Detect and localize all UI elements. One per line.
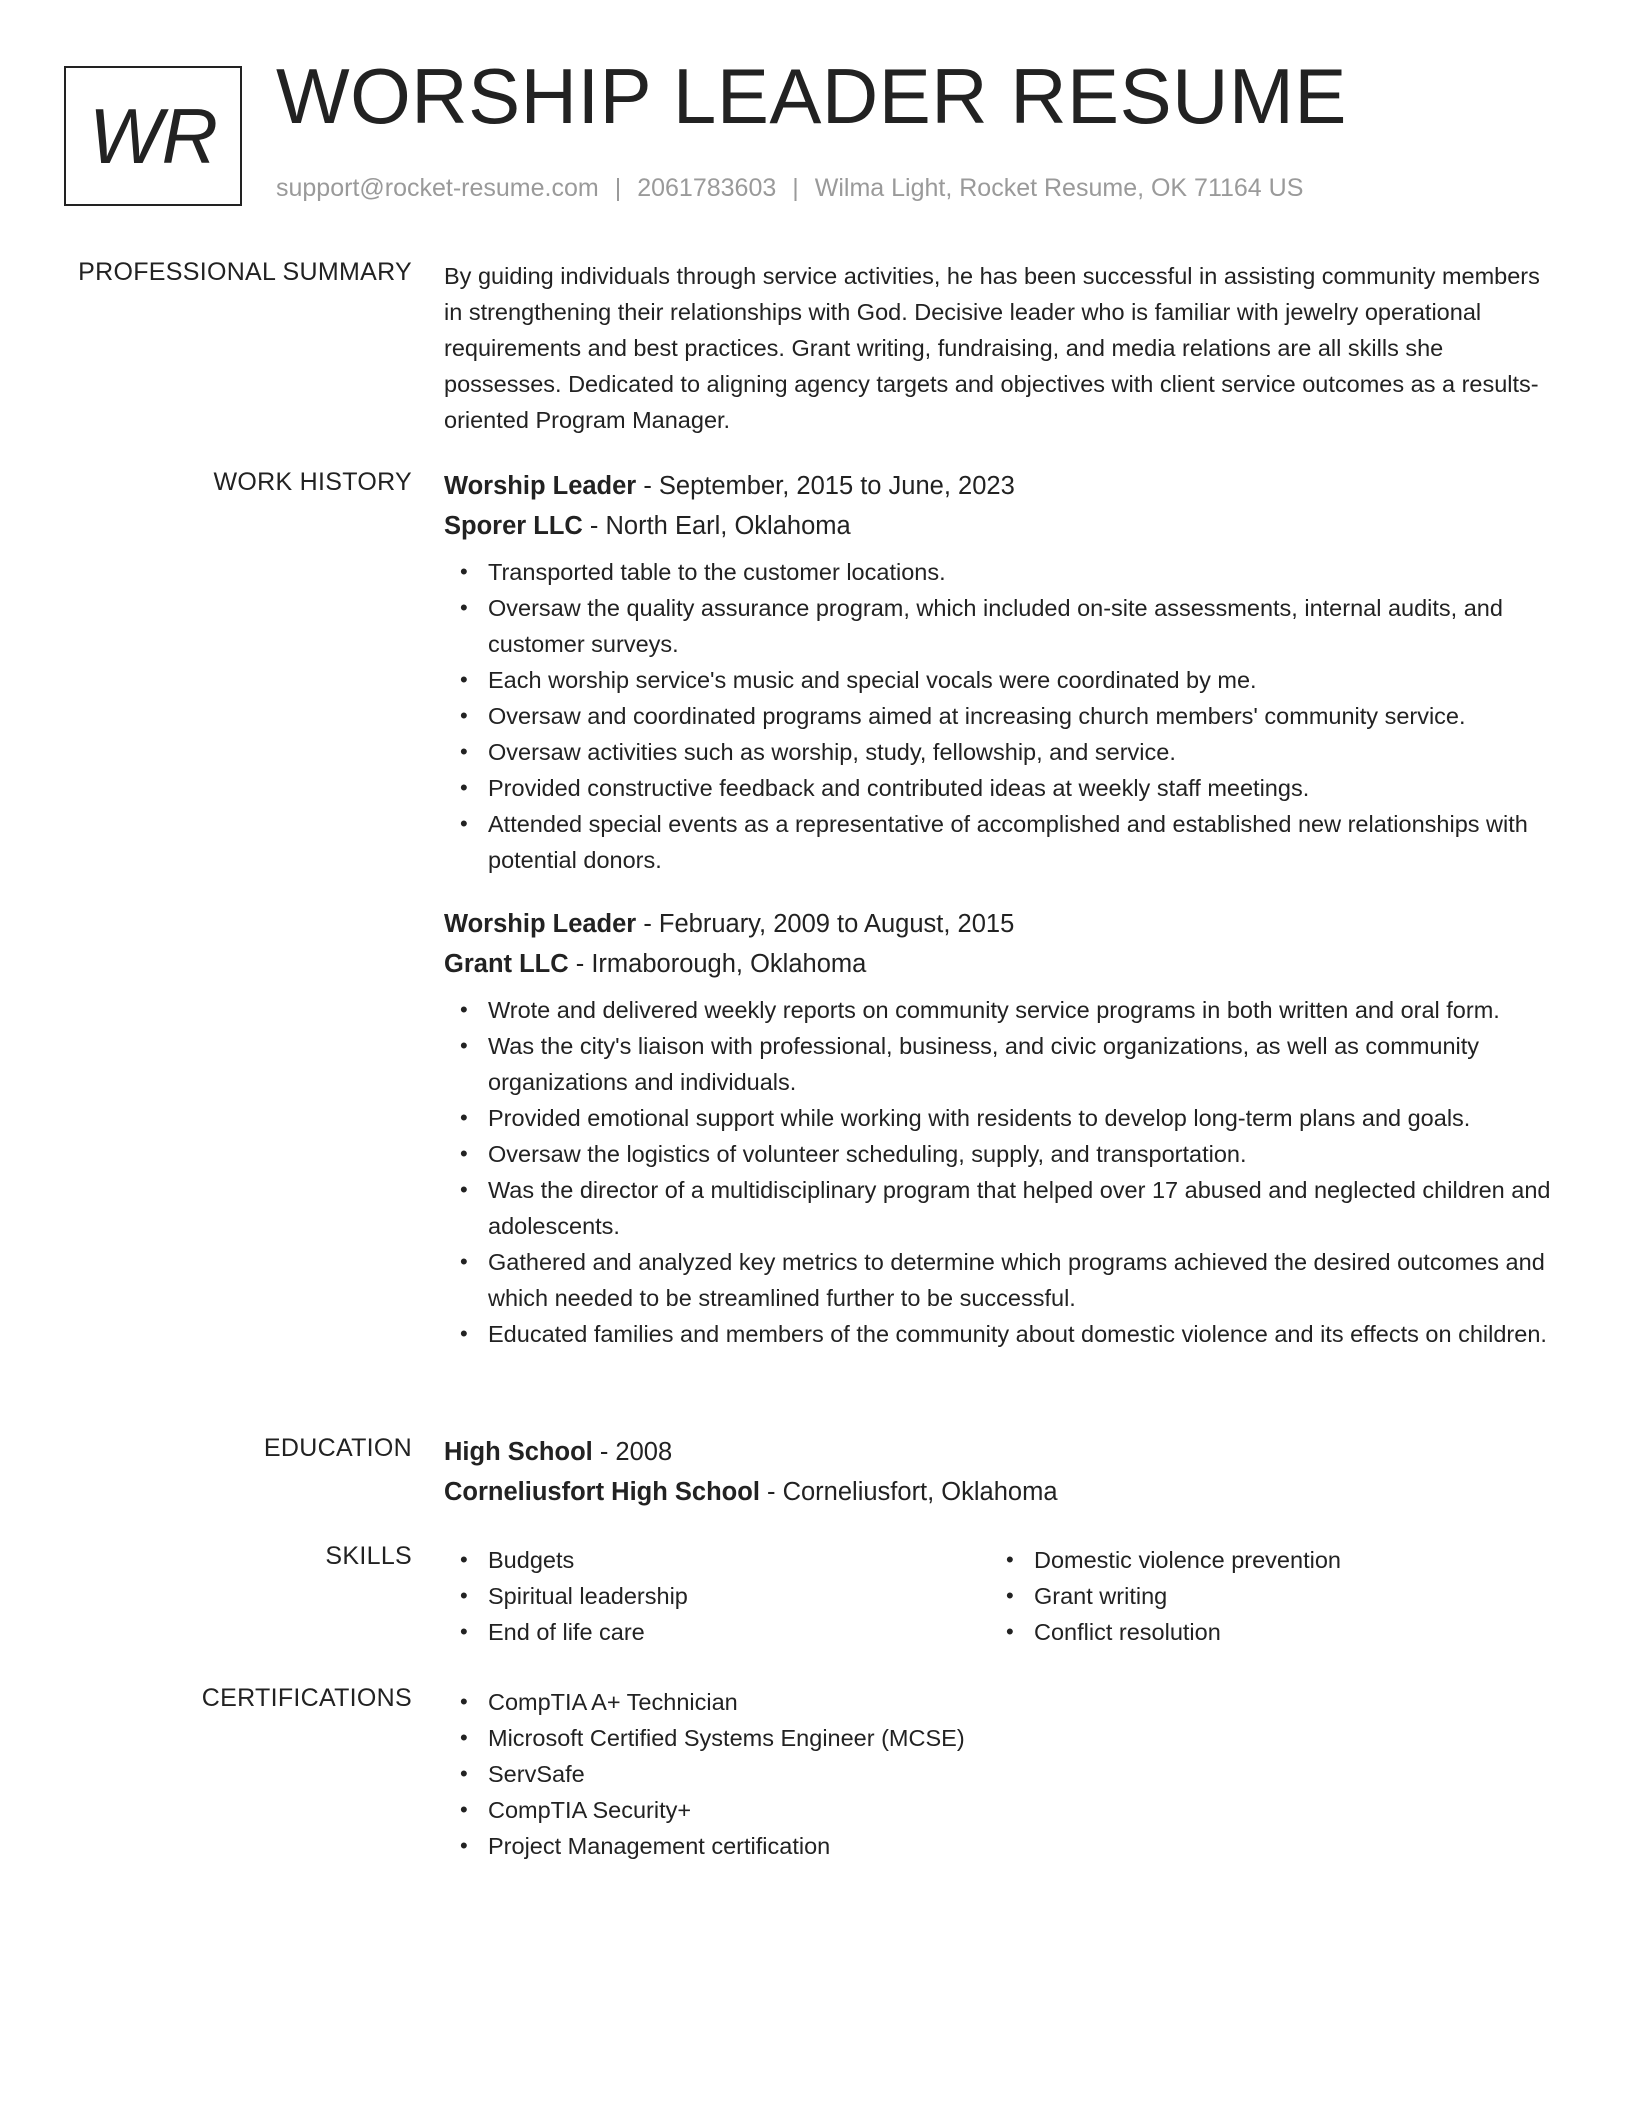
education-degree: High School — [444, 1438, 593, 1466]
certifications-body — [444, 1684, 1564, 1864]
job-company-line — [444, 944, 1564, 984]
job-company-line — [444, 506, 1564, 546]
job-bullet: • Gathered and analyzed key metrics to determine which programs achieved the desired outcomes and which needed to be streamlined further to be successful. — [488, 1244, 1564, 1316]
job-bullet: • Wrote and delivered weekly reports on community service programs in both written and oral form. — [488, 992, 1564, 1028]
job-entry — [444, 904, 1564, 1352]
skills-column-right — [990, 1542, 1536, 1650]
job-company: Sporer LLC — [444, 512, 583, 540]
skill-item: • Grant writing — [1034, 1578, 1536, 1614]
job-bullet: • Was the director of a multidisciplinary program that helped over 17 abused and neglected children and adolescents. — [488, 1172, 1564, 1244]
job-bullet: • Transported table to the customer locations. — [488, 554, 1564, 590]
job-dates: - September, 2015 to June, 2023 — [636, 472, 1015, 500]
job-bullets — [444, 992, 1564, 1352]
job-bullet: • Provided constructive feedback and contributed ideas at weekly staff meetings. — [488, 770, 1564, 806]
skills-list — [990, 1542, 1536, 1650]
job-bullet: • Oversaw the quality assurance program, which included on-site assessments, internal audits, and customer surveys. — [488, 590, 1564, 662]
job-bullets — [444, 554, 1564, 878]
job-dates: - February, 2009 to August, 2015 — [636, 910, 1015, 938]
skill-item: • Budgets — [488, 1542, 990, 1578]
monogram-box — [64, 66, 242, 206]
job-location: - Irmaborough, Oklahoma — [568, 950, 867, 978]
education-school-line — [444, 1472, 1564, 1512]
contact-address: Wilma Light, Rocket Resume, OK 71164 US — [814, 174, 1304, 202]
education-year: - 2008 — [592, 1438, 673, 1466]
skill-item: • Conflict resolution — [1034, 1614, 1536, 1650]
job-location: - North Earl, Oklahoma — [582, 512, 851, 540]
education-school: Corneliusfort High School — [444, 1478, 760, 1506]
certification-item: • Microsoft Certified Systems Engineer (MCSE) — [488, 1720, 1564, 1756]
job-bullet: • Provided emotional support while working with residents to develop long-term plans and goals. — [488, 1100, 1564, 1136]
section-label-education: EDUCATION — [263, 1434, 412, 1462]
job-title: Worship Leader — [444, 910, 637, 938]
skill-item: • End of life care — [488, 1614, 990, 1650]
certifications-list — [444, 1684, 1564, 1864]
education-degree-line — [444, 1432, 1564, 1472]
resume-title: WORSHIP LEADER RESUME — [276, 52, 1347, 140]
job-bullet: • Each worship service's music and special vocals were coordinated by me. — [488, 662, 1564, 698]
job-bullet: • Oversaw and coordinated programs aimed at increasing church members' community service. — [488, 698, 1564, 734]
job-bullet: • Oversaw the logistics of volunteer scheduling, supply, and transportation. — [488, 1136, 1564, 1172]
contact-email[interactable]: support@rocket-resume.com — [276, 174, 599, 202]
job-title-line — [444, 904, 1564, 944]
skills-column-left — [444, 1542, 990, 1650]
contact-phone[interactable]: 2061783603 — [637, 174, 777, 202]
contact-separator: | — [792, 174, 799, 202]
job-entry — [444, 466, 1564, 878]
work-history-body — [444, 466, 1564, 1352]
contact-separator: | — [614, 174, 622, 202]
monogram-initials: WR — [89, 91, 217, 180]
summary-text: By guiding individuals through service activities, he has been successful in assisting community members in strengthening their relationships with God. Decisive leader who is familiar with jewelry operational requirements and best practices. Grant writing, fundraising, and media relations are all skills she possesses. Dedicated to aligning agency targets and objectives with client service outcomes as a results-oriented Program Manager. — [444, 263, 1540, 433]
skill-item: • Spiritual leadership — [488, 1578, 990, 1614]
section-label-skills: SKILLS — [325, 1542, 412, 1570]
education-location: - Corneliusfort, Oklahoma — [759, 1478, 1058, 1506]
job-bullet: • Was the city's liaison with professional, business, and civic organizations, as well as community organizations and individuals. — [488, 1028, 1564, 1100]
section-label-certifications: CERTIFICATIONS — [201, 1684, 412, 1712]
job-title-line — [444, 466, 1564, 506]
skill-item: • Domestic violence prevention — [1034, 1542, 1536, 1578]
job-bullet: • Oversaw activities such as worship, study, fellowship, and service. — [488, 734, 1564, 770]
certification-item: • ServSafe — [488, 1756, 1564, 1792]
section-label-work-history: WORK HISTORY — [213, 468, 412, 496]
contact-line — [276, 174, 1303, 203]
skills-list — [444, 1542, 990, 1650]
job-bullet: • Attended special events as a representative of accomplished and established new relationships with potential donors. — [488, 806, 1564, 878]
certification-item: • Project Management certification — [488, 1828, 1564, 1864]
skills-grid — [444, 1542, 1564, 1650]
section-label-summary: PROFESSIONAL SUMMARY — [78, 258, 412, 286]
certification-item: • CompTIA Security+ — [488, 1792, 1564, 1828]
job-title: Worship Leader — [444, 472, 637, 500]
summary-body — [444, 258, 1564, 438]
certification-item: • CompTIA A+ Technician — [488, 1684, 1564, 1720]
skills-body — [444, 1542, 1564, 1650]
education-body — [444, 1432, 1564, 1512]
job-company: Grant LLC — [444, 950, 569, 978]
job-bullet: • Educated families and members of the community about domestic violence and its effects on children. — [488, 1316, 1564, 1352]
